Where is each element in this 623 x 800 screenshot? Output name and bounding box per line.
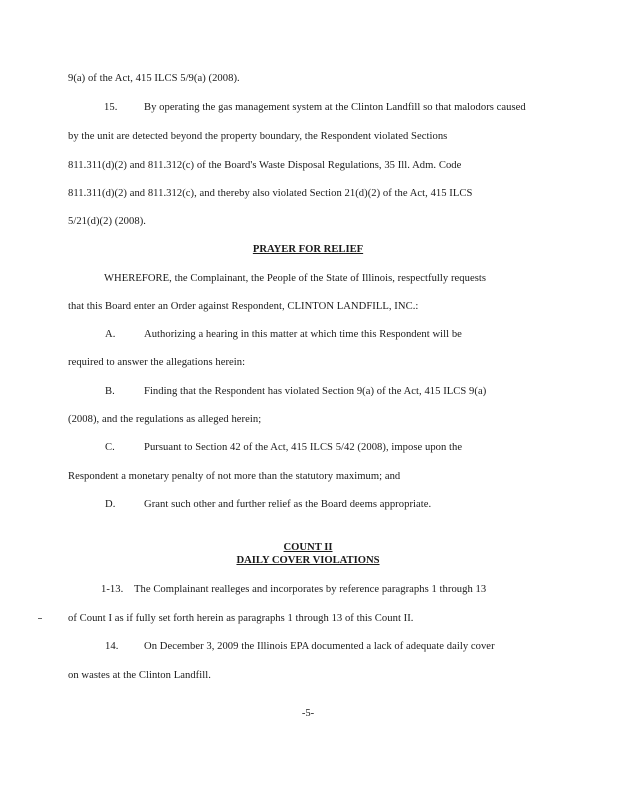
prayer-heading: PRAYER FOR RELIEF <box>252 244 364 255</box>
text-line: (2008), and the regulations as alleged herein; <box>68 414 262 425</box>
text-line: 811.311(d)(2) and 811.312(c) of the Board's Waste Disposal Regulations, 35 Ill. Adm. Code <box>68 160 462 171</box>
paragraph-text: Pursuant to Section 42 of the Act, 415 ILCS 5/42 (2008), impose upon the <box>144 442 463 453</box>
paragraph-text: Authorizing a hearing in this matter at which time this Respondent will be <box>144 329 462 340</box>
text-line: by the unit are detected beyond the property boundary, the Respondent violated Sections <box>68 131 448 142</box>
text-line: 5/21(d)(2) (2008). <box>68 216 146 227</box>
text-line: Respondent a monetary penalty of not more than the statutory maximum; and <box>68 471 401 482</box>
paragraph-text: On December 3, 2009 the Illinois EPA documented a lack of adequate daily cover <box>144 641 495 652</box>
paragraph-number: 14. <box>105 641 119 652</box>
text-line: on wastes at the Clinton Landfill. <box>68 670 211 681</box>
paragraph-number: C. <box>105 442 115 453</box>
paragraph-number: D. <box>105 499 116 510</box>
paragraph-number: 1-13. <box>101 584 124 595</box>
paragraph-number: A. <box>105 329 116 340</box>
paragraph-number: B. <box>105 386 115 397</box>
margin-mark <box>38 618 42 619</box>
paragraph-text: The Complainant realleges and incorporates by reference paragraphs 1 through 13 <box>134 584 487 595</box>
page-number: -5- <box>301 708 315 719</box>
text-line: 811.311(d)(2) and 811.312(c), and thereby also violated Section 21(d)(2) of the Act, 415 ILCS <box>68 188 473 199</box>
count-title: DAILY COVER VIOLATIONS <box>236 555 380 566</box>
text-line: required to answer the allegations herein: <box>68 357 246 368</box>
paragraph-text: WHEREFORE, the Complainant, the People of the State of Illinois, respectfully requests <box>104 273 487 284</box>
paragraph-text: By operating the gas management system at the Clinton Landfill so that malodors caused <box>144 102 526 113</box>
paragraph-text: Grant such other and further relief as the Board deems appropriate. <box>144 499 432 510</box>
paragraph-number: 15. <box>104 102 118 113</box>
text-line: 9(a) of the Act, 415 ILCS 5/9(a) (2008). <box>68 73 240 84</box>
paragraph-text: Finding that the Respondent has violated Section 9(a) of the Act, 415 ILCS 9(a) <box>144 386 487 397</box>
text-line: that this Board enter an Order against Respondent, CLINTON LANDFILL, INC.: <box>68 301 419 312</box>
count-heading: COUNT II <box>283 542 333 553</box>
text-line: of Count I as if fully set forth herein as paragraphs 1 through 13 of this Count II. <box>68 613 414 624</box>
